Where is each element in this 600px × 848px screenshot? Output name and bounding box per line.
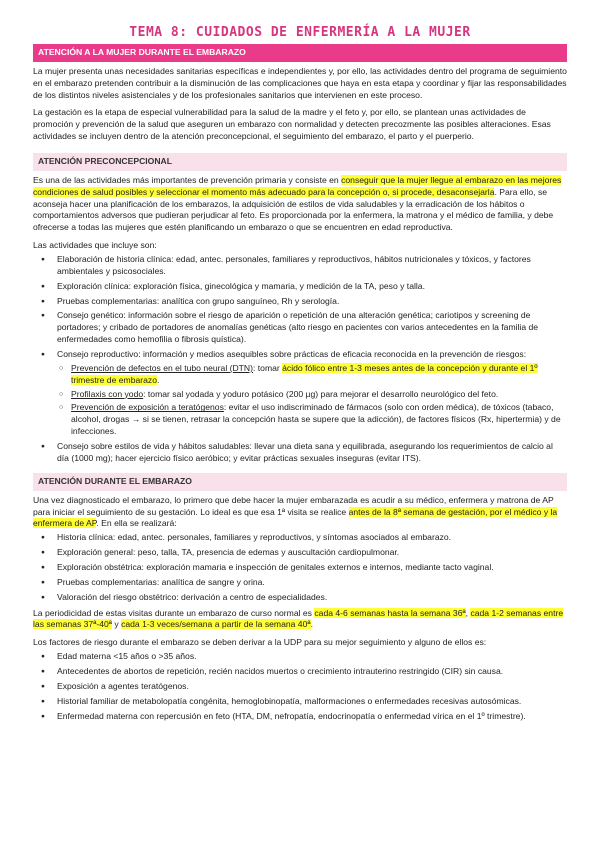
text-run: La periodicidad de estas visitas durante un embarazo de curso normal es bbox=[33, 607, 315, 618]
section-header-embarazo: ATENCIÓN A LA MUJER DURANTE EL EMBARAZO bbox=[33, 44, 567, 62]
activities-list bbox=[33, 254, 567, 465]
underlined-text: Prevención de defectos en el tubo neural (DTN) bbox=[71, 362, 254, 373]
highlighted-text: antes de la 8ª semana de gestación, por el médico y la enfermera de AP bbox=[33, 506, 558, 529]
paragraph: Los factores de riesgo durante el embarazo se deben derivar a la UDP para su mejor seguimiento y alguno de ellos es: bbox=[33, 637, 487, 648]
highlighted-text: cada 1-3 veces/semana a partir de la semana 40ª bbox=[121, 619, 311, 630]
list-item: ● Consejo genético: información sobre el riesgo de aparición o repetición de una alteración genética; cariotipos y screening de portadores; y cribado de portadores de anomalías genéticas (alto riesgo en pacientes con varios antecedentes en la familia de enfermedades como hemofilia o fibrosis quística). bbox=[33, 310, 567, 346]
text-run: Una vez diagnosticado el embarazo, lo primero que debe hacer la mujer embarazada es acudir a su médico, enfermera y matrona de AP para iniciar el seguimiento de su gestación. Lo ideal es que esa 1ª visita se realice bbox=[33, 494, 554, 517]
risk-factors-list bbox=[33, 651, 567, 722]
text-run: , bbox=[465, 607, 471, 618]
list-item: ● Consejo sobre estilos de vida y hábitos saludables: llevar una dieta sana y equilibrada, asegurando los requerimientos de calcio al día (1000 mg); hacer ejercicio físico aeróbico; y evitar prácticas sexuales inseguras (evitar ITS). bbox=[33, 441, 567, 465]
list-intro: Las actividades que incluye son: bbox=[33, 240, 157, 251]
section-header-preconcepcional: ATENCIÓN PRECONCEPCIONAL bbox=[33, 153, 567, 171]
highlighted-text: conseguir que la mujer llegue al embarazo en las mejores condiciones de salud posibles y seleccionar el momento más adecuado para la concepción o, si procede, desaconsejarla bbox=[33, 174, 562, 197]
text-run: Es una de las actividades más importantes de prevención primaria y consiste en bbox=[33, 174, 342, 185]
underlined-text: Profilaxis con yodo bbox=[71, 388, 144, 399]
list-item: ● Elaboración de historia clínica: edad, antec. personales, familiares y reproductivos, hábitos nutricionales y tóxicos, y factores ambientales y psicosociales. bbox=[33, 254, 567, 278]
section-header-durante-embarazo: ATENCIÓN DURANTE EL EMBARAZO bbox=[33, 473, 567, 491]
page-title: TEMA 8: CUIDADOS DE ENFERMERÍA A LA MUJER bbox=[129, 25, 471, 40]
list-item: ● Exploración obstétrica: exploración mamaria e inspección de genitales externos e internos, mediante tacto vaginal. bbox=[33, 562, 567, 574]
list-item: ● Historia clínica: edad, antec. personales, familiares y reproductivos, y síntomas asociados al embarazo. bbox=[33, 532, 567, 544]
list-item: ● Edad materna <15 años o >35 años. bbox=[33, 651, 567, 663]
text-run: : tomar bbox=[253, 362, 283, 373]
text-run: Consejo reproductivo: información y medios asequibles sobre prácticas de eficacia reconocida en la prevención de riesgos: bbox=[57, 349, 527, 360]
sub-list-item bbox=[57, 402, 567, 438]
highlighted-text: ácido fólico entre 1-3 meses antes de la concepción y durante el 1º trimestre de embarazo bbox=[71, 362, 538, 385]
list-item: ● Historial familiar de metabolopatía congénita, hemoglobinopatía, malformaciones o enfermedades recesivas autosómicas. bbox=[33, 696, 567, 708]
text-run: . Para ello, se aconseja hacer una planificación de los embarazos, la adquisición de estilos de vida saludables y la erradicación de los hábitos o comportamientos adversos que pudieran perjudicar al feto. Es proporcionada por la enfermera, la matrona y el médico de familia, y debe ofrecerse a todas las mujeres que estén planificando un embarazo o que se encuentren en edad reproductiva. bbox=[33, 186, 554, 233]
list-item: ● Pruebas complementarias: analítica de sangre y orina. bbox=[33, 577, 567, 589]
text-run: y bbox=[111, 619, 122, 630]
text-run: . bbox=[156, 374, 160, 385]
text-run: . bbox=[310, 619, 313, 630]
text-run: : evitar el uso indiscriminado de fármacos (solo con orden médica), de tóxicos (tabaco, alcohol, drogas → si se tienen, retrasar la concepción hasta se supere que la adicción), de factores físicos (Rx, hipertermia) y de infecciones. bbox=[71, 402, 561, 437]
list-item: ● Enfermedad materna con repercusión en feto (HTA, DM, nefropatía, endocrinopatía o enfermedad vírica en el 1º trimestre). bbox=[33, 711, 567, 723]
visit-list bbox=[33, 532, 567, 603]
list-item: ● Exploración general: peso, talla, TA, presencia de edemas y auscultación cardiopulmonar. bbox=[33, 547, 567, 559]
list-item: ● Exposición a agentes teratógenos. bbox=[33, 681, 567, 693]
paragraph bbox=[33, 175, 567, 234]
sub-list-item bbox=[57, 389, 567, 401]
sub-list bbox=[57, 363, 567, 438]
highlighted-text: cada 1-2 semanas entre las semanas 37ª-40ª bbox=[33, 607, 564, 630]
highlighted-text: cada 4-6 semanas hasta la semana 36ª bbox=[314, 607, 466, 618]
list-item: ● Valoración del riesgo obstétrico: derivación a centro de especialidades. bbox=[33, 592, 567, 604]
list-item: ● Antecedentes de abortos de repetición, recién nacidos muertos o crecimiento intrauterino restringido (CIR) sin causa. bbox=[33, 666, 567, 678]
list-item bbox=[33, 349, 567, 438]
sub-list-item bbox=[57, 363, 567, 387]
paragraph bbox=[33, 608, 567, 632]
text-run: : tomar sal yodada y yoduro potásico (200 µg) para mejorar el desarrollo neurológico del feto. bbox=[143, 388, 499, 399]
paragraph: La mujer presenta unas necesidades sanitarias específicas e independientes y, por ello, las actividades dentro del programa de seguimiento en el embarazo pretenden contribuir a la disminución de las complicaciones que haya en esta etapa y coordinar y fijar las responsabilidades de los distintos niveles asistenciales y de los profesionales sanitarios que intervienen en este proceso. bbox=[33, 65, 567, 100]
list-item: ● Exploración clínica: exploración física, ginecológica y mamaria, y medición de la TA, peso y talla. bbox=[33, 281, 567, 293]
list-item: ● Pruebas complementarias: analítica con grupo sanguíneo, Rh y serología. bbox=[33, 296, 567, 308]
text-run: . En ella se realizará: bbox=[96, 518, 177, 529]
underlined-text: Prevención de exposición a teratógenos bbox=[71, 402, 224, 413]
paragraph: La gestación es la etapa de especial vulnerabilidad para la salud de la madre y el feto y, por ello, se plantean unas actividades de promoción y prevención de la salud que aseguren un embarazo con normalidad y detecten precozmente las posibles alteraciones. Esas actividades se incluyen dentro de la atención preconcepcional, el seguimiento del embarazo, el parto y el puerperio. bbox=[33, 107, 551, 142]
paragraph bbox=[33, 495, 567, 531]
